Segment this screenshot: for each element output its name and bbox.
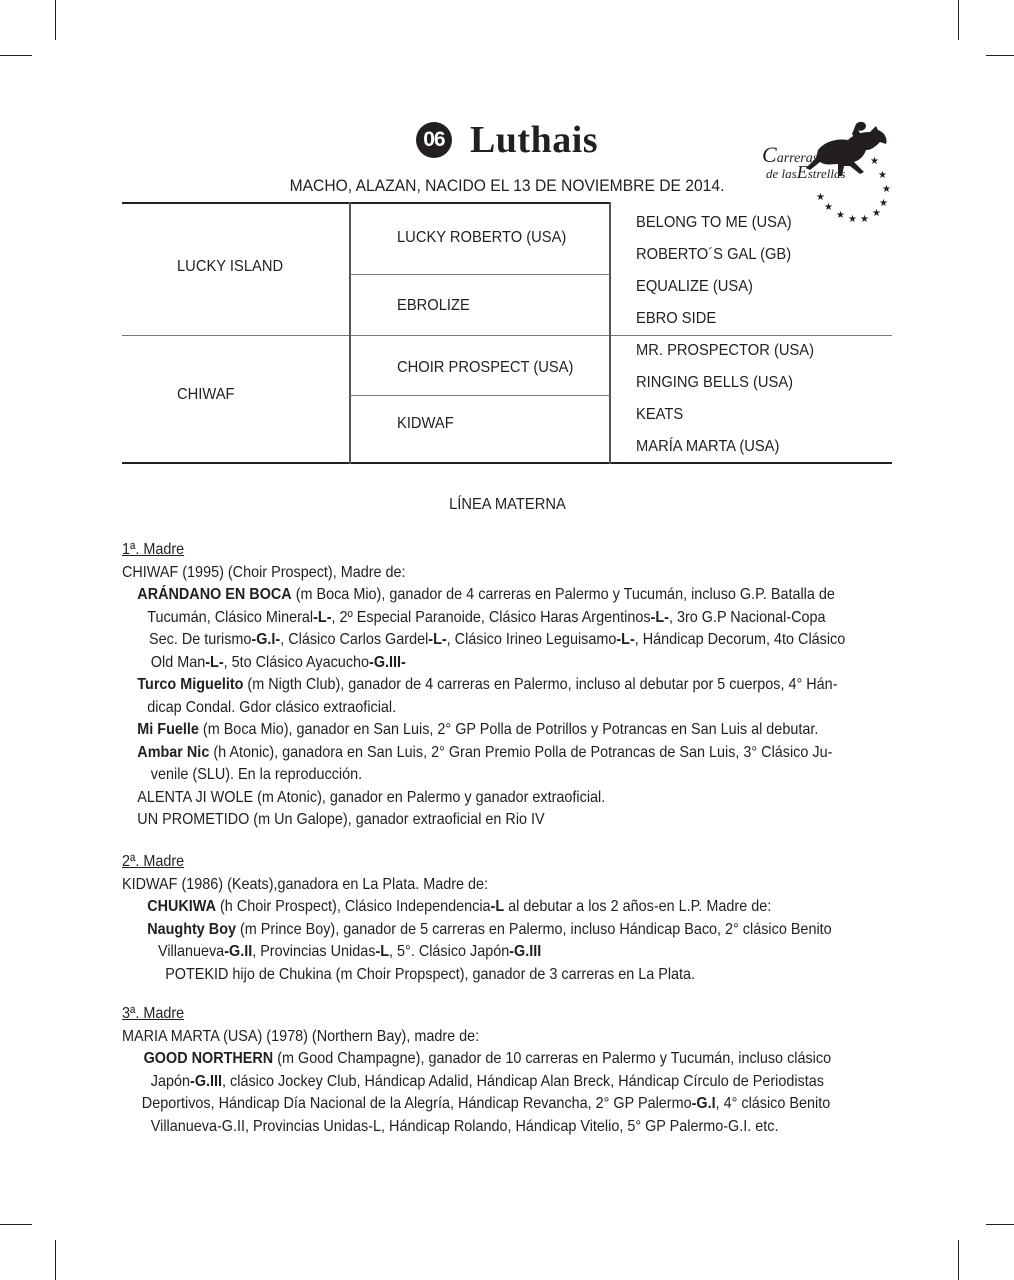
crop-mark [0,55,32,56]
list-item: CHUKIWA (h Choir Prospect), Clásico Independencia-L al debutar a los 2 años-en L.P. Madre de: [147,898,772,915]
pedigree-table [122,202,892,464]
logo-text-estrellas: de lasEstrellas [766,162,846,182]
crop-mark [0,1224,32,1225]
list-item: Villanueva-G.II, Provincias Unidas-L, Hándicap Rolando, Hándicap Vitelio, 5° GP Palermo-G.I. etc. [150,1117,779,1135]
page-title: Luthais [469,119,599,161]
entry-number-badge: 06 [416,122,452,158]
crop-mark [986,55,1014,56]
crop-mark [986,1224,1014,1225]
svg-text:★: ★ [836,210,845,221]
pedigree-dam: CHIWAF [177,386,235,403]
horse-description: MACHO, ALAZAN, NACIDO EL 13 DE NOVIEMBRE DE 2014. [289,176,725,195]
madre-2-intro: KIDWAF (1986) (Keats),ganadora en La Plata. Madre de: [122,875,489,893]
section-title-linea-materna: LÍNEA MATERNA [448,496,566,513]
pedigree-gen3-item: EBRO SIDE [636,310,717,327]
crop-mark [55,1240,56,1280]
pedigree-sire-sire: LUCKY ROBERTO (USA) [397,229,567,246]
list-item: Mi Fuelle (m Boca Mio), ganador en San Luis, 2° GP Polla de Potrillos y Potrancas en San Luis al debutar. [137,721,819,738]
list-item: Deportivos, Hándicap Día Nacional de la Alegría, Hándicap Revancha, 2° GP Palermo-G.I, 4° clásico Benito [141,1095,831,1112]
list-item: ARÁNDANO EN BOCA (m Boca Mio), ganador de 4 carreras en Palermo y Tucumán, incluso G.P. Batalla de [137,586,835,603]
pedigree-gen3-item: ROBERTO´S GAL (GB) [636,246,792,263]
list-item: Turco Miguelito (m Nigth Club), ganador de 4 carreras en Palermo, incluso al debutar por 5 cuerpos, 4° Hán- [137,676,838,693]
list-item: Sec. De turismo-G.I-, Clásico Carlos Gardel-L-, Clásico Irineo Leguisamo-L-, Hándicap Decorum, 4to Clásico [149,631,846,648]
list-item: Villanueva-G.II, Provincias Unidas-L, 5°. Clásico Japón-G.III [158,943,542,960]
pedigree-sire: LUCKY ISLAND [177,258,284,275]
logo-text-carreras: Carreras [762,142,819,167]
table-divider-middle [122,335,892,336]
list-item: venile (SLU). En la reproducción. [150,766,363,783]
pedigree-gen3-item: MR. PROSPECTOR (USA) [636,342,815,359]
list-item: dicap Condal. Gdor clásico extraoficial. [147,698,397,716]
crop-mark [958,1240,959,1280]
pedigree-gen3-item: MARÍA MARTA (USA) [636,438,780,455]
svg-text:★: ★ [872,208,881,219]
list-item: Japón-G.III, clásico Jockey Club, Hándicap Adalid, Hándicap Alan Breck, Hándicap Círculo de Periodistas [150,1072,824,1090]
list-item: Tucumán, Clásico Mineral-L-, 2º Especial Paranoide, Clásico Haras Argentinos-L-, 3ro G.P Nacional-Copa [147,608,826,626]
madre-2-section [122,851,922,986]
list-item: Old Man-L-, 5to Clásico Ayacucho-G.III- [150,653,406,671]
pedigree-gen3-item: KEATS [636,406,684,423]
pedigree-sire-dam: EBROLIZE [397,297,470,314]
table-border-bottom [122,462,892,464]
svg-text:★: ★ [816,192,825,203]
table-border-top [122,202,610,204]
table-row-divider [350,395,610,396]
pedigree-dam-sire: CHOIR PROSPECT (USA) [397,359,574,376]
pedigree-gen3-item: BELONG TO ME (USA) [636,214,792,231]
list-item: GOOD NORTHERN (m Good Champagne), ganador de 10 carreras en Palermo y Tucumán, incluso clásico [143,1050,832,1067]
pedigree-dam-dam: KIDWAF [397,415,454,432]
svg-text:★: ★ [870,156,879,167]
svg-text:★: ★ [879,198,888,209]
svg-text:★: ★ [882,184,891,195]
madre-3-section [122,1003,922,1138]
svg-text:★: ★ [860,214,869,224]
list-item: UN PROMETIDO (m Un Galope), ganador extraoficial en Rio IV [137,811,545,828]
list-item: Ambar Nic (h Atonic), ganadora en San Luis, 2° Gran Premio Polla de Potrancas de San Luis, 3° Clásico Ju- [137,743,833,761]
svg-text:★: ★ [848,214,857,224]
list-item: ALENTA JI WOLE (m Atonic), ganador en Palermo y ganador extraoficial. [137,788,606,806]
pedigree-gen3-item: RINGING BELLS (USA) [636,374,794,391]
madre-1-intro: CHIWAF (1995) (Choir Prospect), Madre de: [122,563,406,581]
madre-2-heading: 2ª. Madre [122,853,185,870]
madre-1-heading: 1ª. Madre [122,541,185,558]
madre-3-heading: 3ª. Madre [122,1005,185,1022]
table-row-divider [350,274,610,275]
madre-1-section [122,539,922,832]
table-col-divider [609,202,611,464]
list-item: Naughty Boy (m Prince Boy), ganador de 5 carreras en Palermo, incluso Hándicap Baco, 2° clásico Benito [147,920,832,938]
madre-3-intro: MARIA MARTA (USA) (1978) (Northern Bay), madre de: [122,1027,480,1045]
svg-text:★: ★ [824,202,833,213]
crop-mark [958,0,959,40]
list-item: POTEKID hijo de Chukina (m Choir Propspect), ganador de 3 carreras en La Plata. [165,965,696,983]
table-col-divider [349,202,351,464]
pedigree-gen3-item: EQUALIZE (USA) [636,278,753,295]
crop-mark [55,0,56,40]
svg-text:★: ★ [878,170,887,181]
